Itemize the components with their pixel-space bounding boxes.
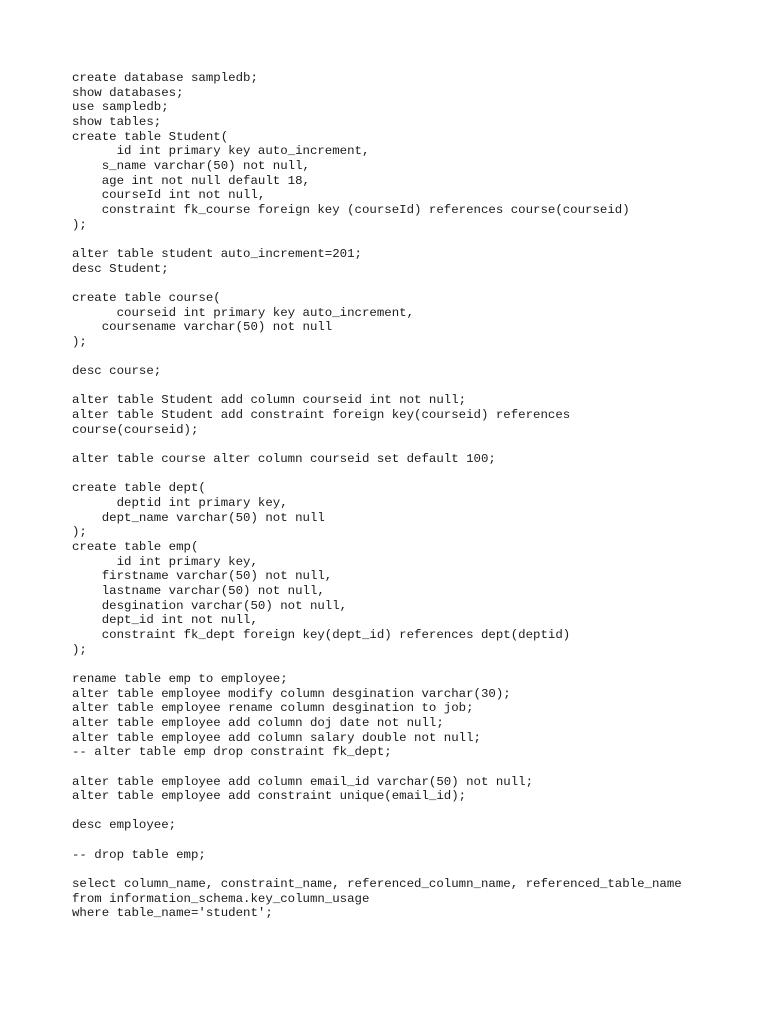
code-line: id int primary key, [72,554,258,569]
code-line: create table dept( [72,481,206,496]
code-line: use sampledb; [72,100,169,115]
code-line: desgination varchar(50) not null, [72,598,348,613]
code-line: desc course; [72,364,162,379]
code-line: where table_name='student'; [72,906,273,921]
code-line: alter table employee modify column desgination varchar(30); [72,686,511,701]
code-line [72,657,682,672]
code-line: create table emp( [72,540,199,554]
code-line: desc Student; [72,261,169,276]
code-line: alter table employee add column salary double not null; [72,730,481,745]
code-line [72,760,682,775]
code-line: constraint fk_course foreign key (courseId) references course(courseid) [72,202,630,217]
code-line [72,833,682,848]
code-line: ); [72,334,87,349]
code-line: select column_name, constraint_name, referenced_column_name, referenced_table_name [72,877,682,892]
code-line: dept_id int not null, [72,613,258,628]
code-line [72,804,682,819]
code-line: age int not null default 18, [72,173,310,188]
code-line [72,437,682,452]
code-line: alter table employee add constraint unique(email_id); [72,789,467,804]
code-line: create table Student( [72,129,229,144]
code-line: show databases; [72,85,184,100]
code-line: alter table employee rename column desgination to job; [72,701,474,716]
code-line: rename table emp to employee; [72,671,288,686]
code-line: -- drop table emp; [72,847,206,862]
code-line: alter table course alter column courseid set default 100; [72,452,496,467]
code-line: alter table Student add constraint foreign key(courseid) references [72,408,571,423]
sql-code-block [72,71,682,921]
code-line: dept_name varchar(50) not null [72,510,325,525]
code-line: alter table employee add column doj date not null; [72,715,444,730]
code-line: courseId int not null, [72,188,266,203]
code-line [72,232,682,247]
code-line: desc employee; [72,818,177,833]
code-line: courseid int primary key auto_increment, [72,305,415,320]
code-line [72,349,682,364]
code-line: firstname varchar(50) not null, [72,569,333,584]
code-line: ); [72,642,87,657]
code-line: show tables; [72,114,162,129]
code-line: constraint fk_dept foreign key(dept_id) references dept(deptid) [72,627,571,642]
code-line: s_name varchar(50) not null, [72,158,310,173]
code-line [72,862,682,877]
code-line: create database sampledb; [72,71,258,85]
code-line: ); [72,217,87,232]
code-line: -- alter table emp drop constraint fk_dept; [72,745,392,760]
code-line: alter table student auto_increment=201; [72,246,362,261]
code-line [72,276,682,291]
code-line: coursename varchar(50) not null [72,320,333,335]
code-line: deptid int primary key, [72,496,288,511]
code-line: lastname varchar(50) not null, [72,583,325,598]
code-line: alter table Student add column courseid int not null; [72,393,467,408]
code-line: create table course( [72,290,221,305]
code-line [72,379,682,394]
code-line: id int primary key auto_increment, [72,144,370,159]
code-line: ); [72,525,87,540]
code-line: alter table employee add column email_id varchar(50) not null; [72,774,534,789]
code-line: from information_schema.key_column_usage [72,891,370,906]
code-line [72,467,682,482]
code-line: course(courseid); [72,422,199,437]
